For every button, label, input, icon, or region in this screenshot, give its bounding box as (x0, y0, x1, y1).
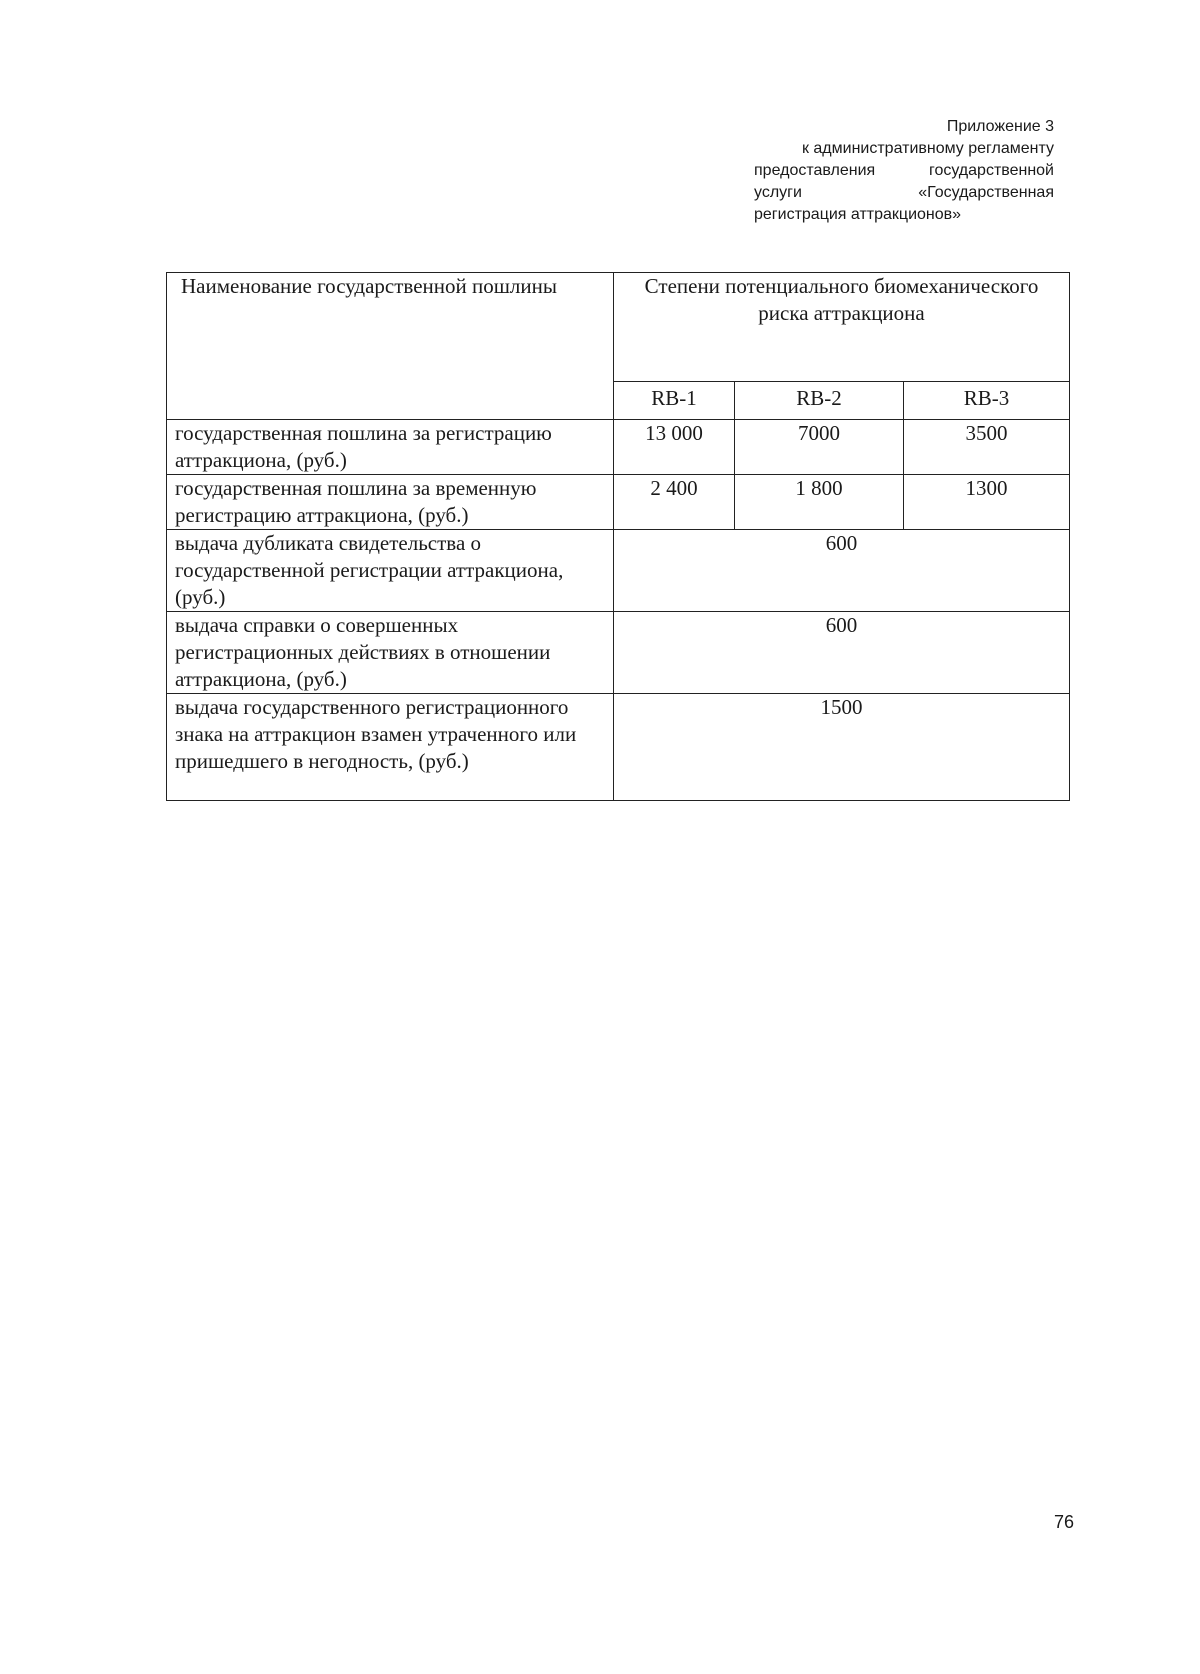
table-row (167, 530, 1070, 612)
level-rb2: RB-2 (735, 382, 904, 420)
fee-name: выдача справки о совершенных регистрационных действиях в отношении аттракциона, (руб.) (167, 612, 614, 694)
appendix-line-4-left: услуги (754, 184, 802, 201)
level-rb1: RB-1 (614, 382, 735, 420)
fee-table (166, 272, 1070, 801)
fee-value: 13 000 (614, 420, 735, 475)
fee-name: государственная пошлина за регистрацию аттракциона, (руб.) (167, 420, 614, 475)
fee-name: выдача дубликата свидетельства о государственной регистрации аттракциона, (руб.) (167, 530, 614, 612)
fee-value: 600 (614, 612, 1070, 694)
table-row (167, 694, 1070, 801)
page-number: 76 (1054, 1512, 1075, 1532)
fee-value: 7000 (735, 420, 904, 475)
table-header-row (167, 273, 1070, 382)
fee-value: 1500 (614, 694, 1070, 801)
table-row (167, 612, 1070, 694)
fee-name: выдача государственного регистрационного знака на аттракцион взамен утраченного или пришедшего в негодность, (руб.) (167, 694, 614, 801)
appendix-header (754, 116, 1054, 226)
fee-value: 3500 (904, 420, 1070, 475)
appendix-line-4 (754, 182, 1054, 204)
appendix-line-3-left: предоставления (754, 162, 876, 179)
table-row (167, 475, 1070, 530)
appendix-line-5: регистрация аттракционов» (754, 206, 962, 223)
fee-value: 600 (614, 530, 1070, 612)
appendix-line-3 (754, 160, 1054, 182)
level-rb3: RB-3 (904, 382, 1070, 420)
table-row (167, 420, 1070, 475)
appendix-title: Приложение 3 (946, 118, 1054, 135)
fee-value: 1300 (904, 475, 1070, 530)
fee-value: 2 400 (614, 475, 735, 530)
fee-name: государственная пошлина за временную регистрацию аттракциона, (руб.) (167, 475, 614, 530)
appendix-line-4-right: «Государственная (918, 184, 1054, 201)
appendix-line-2: к административному регламенту (801, 140, 1054, 157)
header-fee-name: Наименование государственной пошлины (167, 273, 614, 420)
fee-value: 1 800 (735, 475, 904, 530)
appendix-line-3-right: государственной (928, 162, 1054, 179)
header-risk-levels: Степени потенциального биомеханического риска аттракциона (614, 273, 1070, 382)
